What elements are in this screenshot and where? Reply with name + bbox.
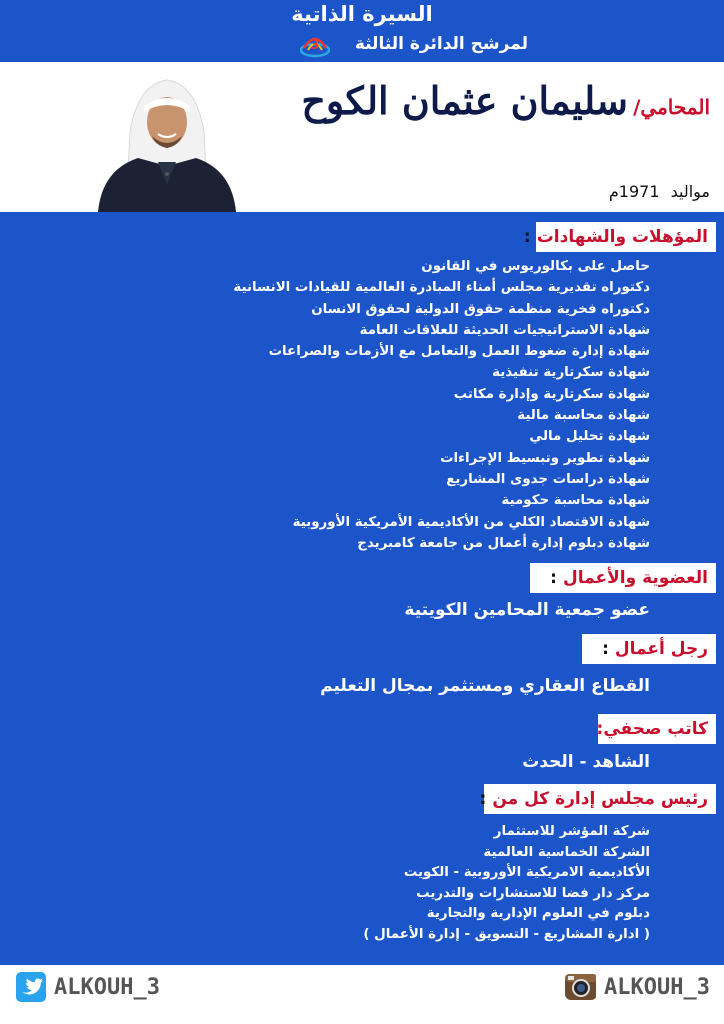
birth-year: 1971م xyxy=(608,182,660,201)
chairman-heading: رئيس مجلس إدارة كل من : xyxy=(484,784,716,814)
logo-digit: 3 xyxy=(310,38,320,53)
columnist-text: الشاهد - الحدث xyxy=(522,752,650,772)
instagram-link[interactable] xyxy=(562,972,710,1002)
membership-text: عضو جمعية المحامين الكويتية xyxy=(404,600,650,620)
columnist-heading: كاتب صحفي: xyxy=(598,714,716,744)
list-item: حاصل على بكالوريوس في القانون xyxy=(421,259,650,274)
list-item: شهادة تطوير وتبسيط الإجراءات xyxy=(440,450,650,466)
candidate-name-line xyxy=(301,78,710,123)
list-item: دبلوم في العلوم الإدارية والتجارية xyxy=(426,906,650,921)
twitter-handle: ALKOUH_3 xyxy=(54,974,160,1000)
list-item: شهادة سكرتارية تنفيذية xyxy=(492,365,650,381)
list-item: الشركة الخماسية العالمية xyxy=(483,844,650,860)
list-item: شهادة سكرتارية وإدارة مكاتب xyxy=(453,386,650,402)
membership-heading: العضوية والأعمال : xyxy=(530,563,716,593)
list-item: شهادة دراسات جدوى المشاريع xyxy=(446,471,650,487)
list-item: شهادة الاستراتيجيات الحديثة للعلاقات العامة xyxy=(359,322,650,338)
qualifications-list xyxy=(233,256,650,554)
list-item: شهادة إدارة ضغوط العمل والتعامل مع الأزمات والصراعات xyxy=(268,344,650,360)
list-item: شهادة الاقتصاد الكلي من الأكاديمية الأمريكية الأوروبية xyxy=(292,514,650,530)
page-title: السيرة الذاتية xyxy=(291,2,433,26)
district-logo-icon xyxy=(300,30,330,58)
business-heading: رجل أعمال : xyxy=(582,634,716,664)
list-item: شهادة دبلوم إدارة أعمال من جامعة كامبريدج xyxy=(357,535,650,551)
instagram-handle: ALKOUH_3 xyxy=(604,974,710,1000)
page-subtitle: لمرشح الدائرة الثالثة xyxy=(354,34,528,54)
list-item: مركز دار فضا للاستشارات والتدريب xyxy=(416,885,650,901)
list-item: الأكاديمية الامريكية الأوروبية - الكويت xyxy=(403,865,650,880)
list-item: ( ادارة المشاريع - التسويق - إدارة الأعمال ) xyxy=(363,926,650,942)
list-item: دكتوراه تقديرية مجلس أمناء المبادرة العالمية للقيادات الانسانية xyxy=(233,280,650,296)
list-item: شهادة محاسبة مالية xyxy=(517,408,650,424)
list-item: شهادة تحليل مالي xyxy=(529,429,650,445)
list-item: دكتوراه فخرية منظمة حقوق الدولية لحقوق الانسان xyxy=(311,301,650,317)
candidate-name: سليمان عثمان الكوح xyxy=(301,78,628,123)
instagram-icon xyxy=(562,972,596,1002)
twitter-icon xyxy=(16,972,46,1002)
qualifications-heading: المؤهلات والشهادات : xyxy=(536,222,716,252)
business-text: القطاع العقاري ومستثمر بمجال التعليم xyxy=(320,676,650,696)
list-item: شركة المؤشر للاستثمار xyxy=(493,824,650,839)
birth-line xyxy=(609,182,710,201)
list-item: شهادة محاسبة حكومية xyxy=(501,493,650,509)
birth-label: مواليد xyxy=(670,182,710,201)
chairman-list xyxy=(363,822,650,945)
twitter-link[interactable] xyxy=(16,972,160,1002)
name-prefix: المحامي/ xyxy=(633,95,710,119)
candidate-portrait xyxy=(78,62,256,212)
